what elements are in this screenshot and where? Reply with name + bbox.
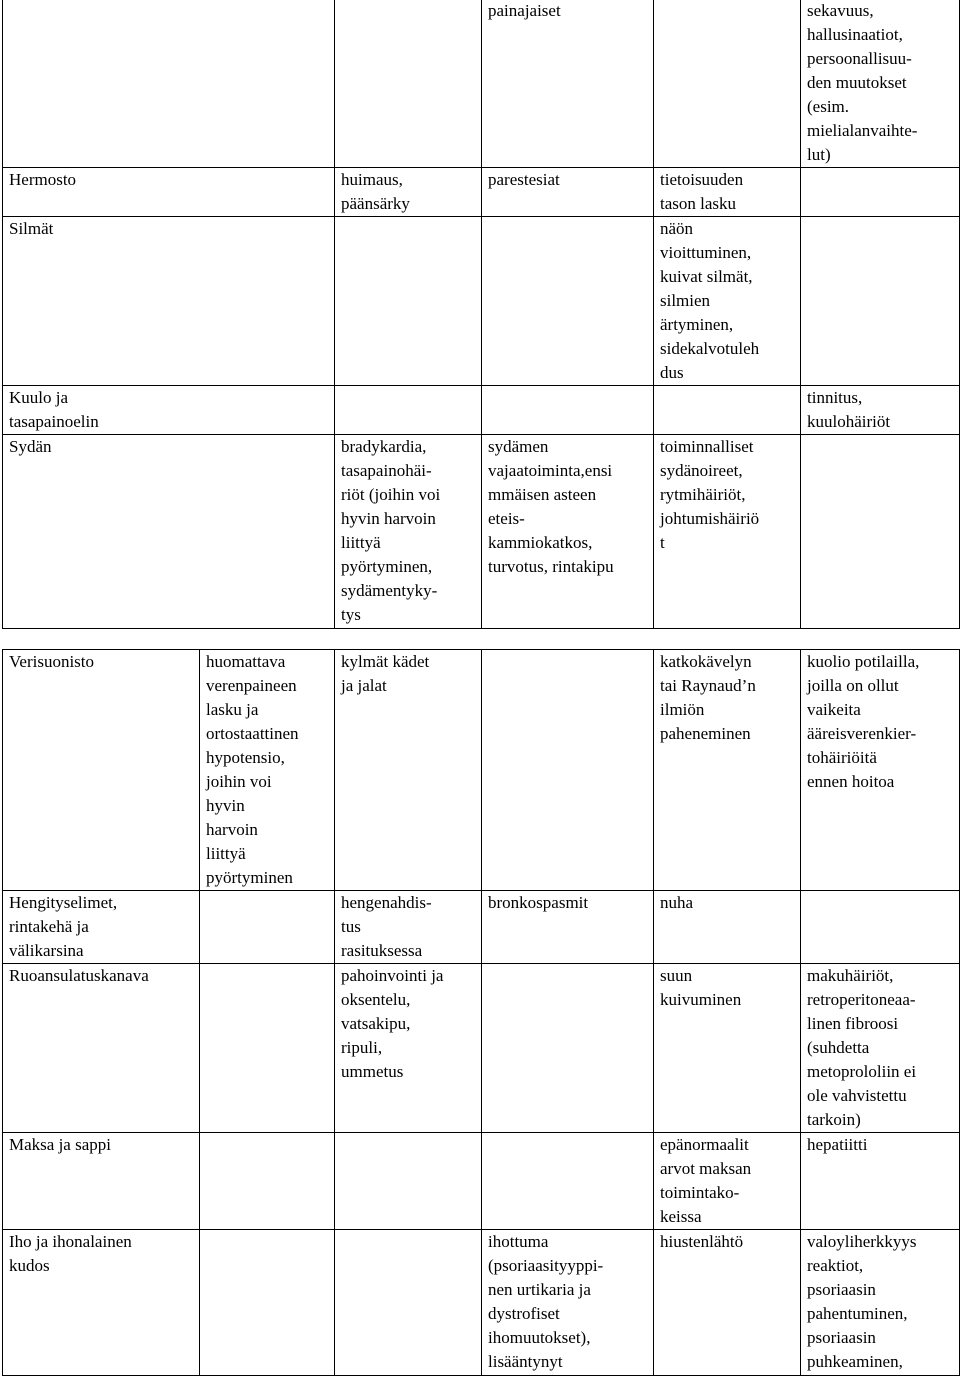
table-cell [200,891,335,964]
table-cell: katkokävelyn tai Raynaud’n ilmiön paheneminen [654,650,801,891]
table-cell: huomattava verenpaineen lasku ja ortostaattinen hypotensio, joihin voi hyvin harvoin liittyä pyörtyminen [200,650,335,891]
table-cell [335,0,482,168]
table-cell [335,386,482,435]
table-cell [335,1230,482,1376]
table-cell: hiustenlähtö [654,1230,801,1376]
table-cell [3,0,335,168]
table-cell: pahoinvointi ja oksentelu, vatsakipu, ripuli, ummetus [335,964,482,1133]
table-cell: Iho ja ihonalainen kudos [3,1230,200,1376]
table-cell: bradykardia, tasapainohäi- riöt (joihin voi hyvin harvoin liittyä pyörtyminen, sydämentyky- tys [335,435,482,629]
table-row [3,1133,960,1230]
table-cell: tietoisuuden tason lasku [654,168,801,217]
table-cell: hepatiitti [801,1133,960,1230]
table-cell: nuha [654,891,801,964]
table-row [3,0,960,168]
table-cell [801,891,960,964]
table-cell [482,650,654,891]
table-row [3,386,960,435]
table-cell: valoyliherkkyys reaktiot, psoriaasin pahentuminen, psoriaasin puhkeaminen, [801,1230,960,1376]
table-cell [801,435,960,629]
table-cell [200,1230,335,1376]
table-cell: Hermosto [3,168,335,217]
table-cell [482,964,654,1133]
table-cell: ihottuma (psoriaasityyppi- nen urtikaria ja dystrofiset ihomuutokset), lisääntynyt [482,1230,654,1376]
table-cell [482,1133,654,1230]
table-cell: sydämen vajaatoiminta,ensi mmäisen asteen eteis- kammiokatkos, turvotus, rintakipu [482,435,654,629]
table-cell [654,0,801,168]
table-cell: Ruoansulatuskanava [3,964,200,1133]
table-cell: painajaiset [482,0,654,168]
table-row [3,891,960,964]
table-cell: toiminnalliset sydänoireet, rytmihäiriöt, johtumishäiriö t [654,435,801,629]
table-cell: Sydän [3,435,335,629]
table-cell [801,217,960,386]
table-row [3,435,960,629]
table-cell [200,1133,335,1230]
table-row [3,650,960,891]
table-cell: makuhäiriöt, retroperitoneaa- linen fibroosi (suhdetta metoprololiin ei ole vahvistettu tarkoin) [801,964,960,1133]
table-row [3,1230,960,1376]
table-row [3,168,960,217]
table-cell: parestesiat [482,168,654,217]
table-row [3,964,960,1133]
table-cell: huimaus, päänsärky [335,168,482,217]
table-cell: epänormaalit arvot maksan toimintako- keissa [654,1133,801,1230]
table-cell: Kuulo ja tasapainoelin [3,386,335,435]
table-cell: Maksa ja sappi [3,1133,200,1230]
table-cell: suun kuivuminen [654,964,801,1133]
table-cell [335,1133,482,1230]
adverse-effects-table-bottom [2,649,960,1376]
table-cell [482,217,654,386]
table-cell [335,217,482,386]
table-cell: näön vioittuminen, kuivat silmät, silmien ärtyminen, sidekalvotuleh dus [654,217,801,386]
table-cell [654,386,801,435]
adverse-effects-table-top [2,0,960,629]
table-cell [482,386,654,435]
table-cell: Silmät [3,217,335,386]
table-cell: tinnitus, kuulohäiriöt [801,386,960,435]
table-cell: hengenahdis- tus rasituksessa [335,891,482,964]
table-cell: bronkospasmit [482,891,654,964]
table-cell: kylmät kädet ja jalat [335,650,482,891]
table-cell: Hengityselimet, rintakehä ja välikarsina [3,891,200,964]
table-cell: kuolio potilailla, joilla on ollut vaikeita ääreisverenkier- tohäiriöitä ennen hoitoa [801,650,960,891]
table-cell [801,168,960,217]
table-cell: Verisuonisto [3,650,200,891]
table-cell: sekavuus, hallusinaatiot, persoonallisuu- den muutokset (esim. mielialanvaihte- lut) [801,0,960,168]
table-cell [200,964,335,1133]
table-row [3,217,960,386]
